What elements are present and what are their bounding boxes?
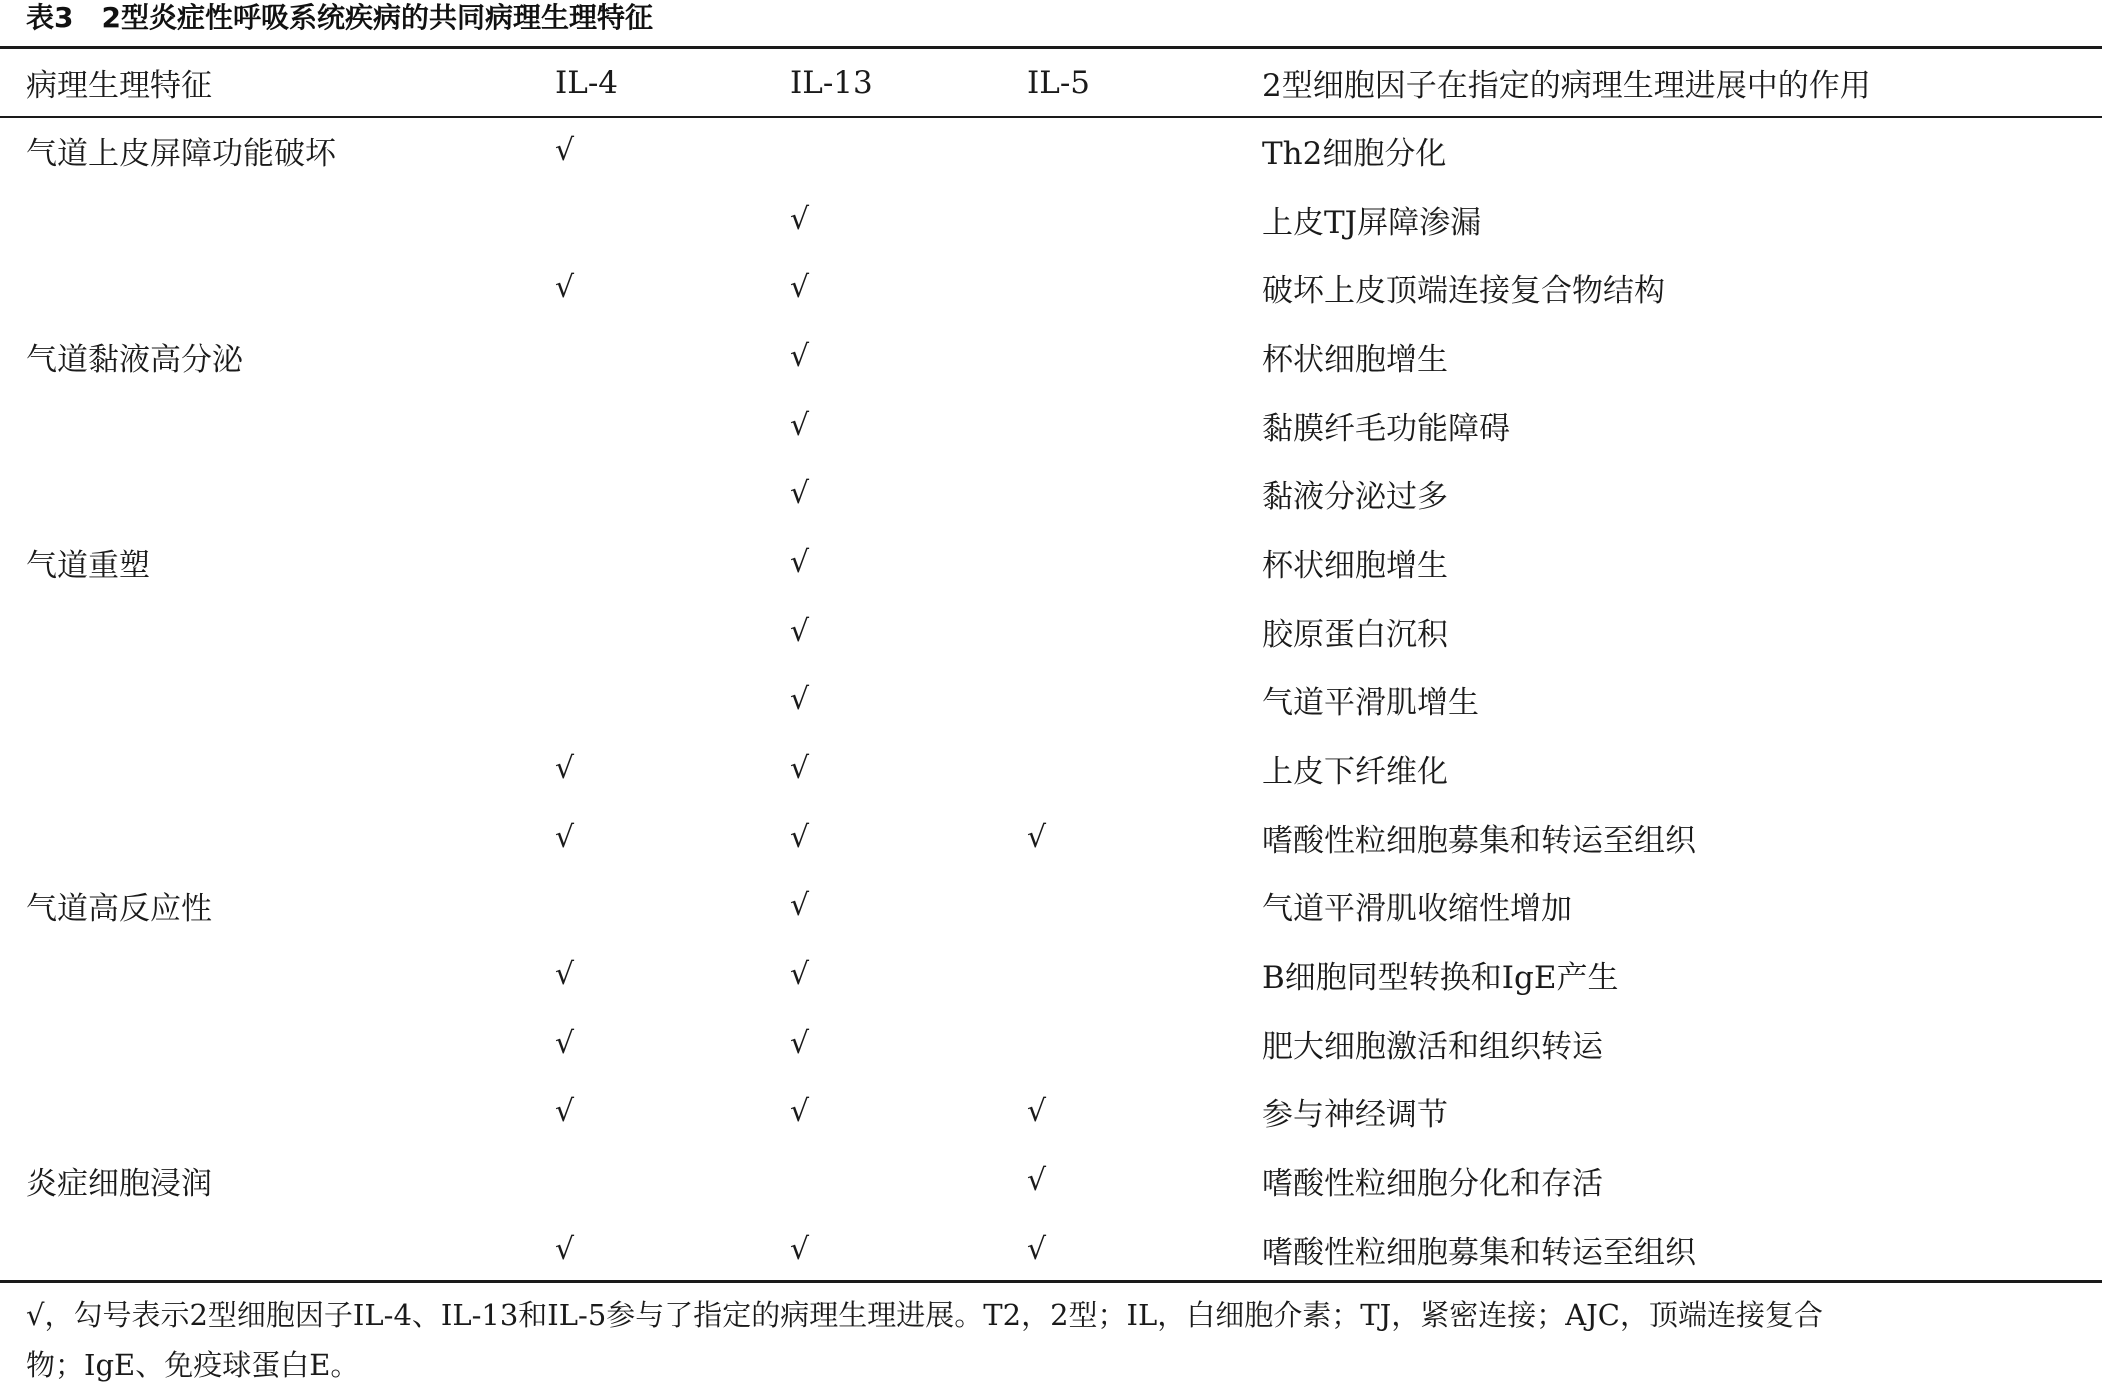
cell-il13-check: √ (790, 1094, 810, 1130)
cell-role: 黏液分泌过多 (1262, 479, 1448, 516)
table-row (0, 872, 2102, 941)
cell-role: 气道平滑肌收缩性增加 (1262, 891, 1572, 928)
cell-il5-check: √ (1027, 1094, 1047, 1130)
footnote-line-1: √，勾号表示2型细胞因子IL-4、IL-13和IL-5参与了指定的病理生理进展。T2，2型；IL，白细胞介素；TJ，紧密连接；AJC，顶端连接复合 (26, 1298, 1823, 1332)
table-row (0, 116, 2102, 185)
header-role: 2型细胞因子在指定的病理生理进展中的作用 (1262, 68, 1871, 104)
table-row (0, 940, 2102, 1009)
cell-il13-check: √ (790, 682, 810, 718)
cell-feature: 气道上皮屏障功能破坏 (26, 135, 336, 172)
cell-il5-check: √ (1027, 1231, 1047, 1267)
pathophysiology-table (0, 49, 2102, 1284)
cell-il4-check: √ (555, 1094, 575, 1130)
table-body (0, 116, 2102, 1284)
cell-role: 嗜酸性粒细胞分化和存活 (1262, 1166, 1603, 1203)
table-row (0, 1009, 2102, 1078)
table-title: 2型炎症性呼吸系统疾病的共同病理生理特征 (101, 1, 653, 34)
header-feature: 病理生理特征 (26, 68, 212, 104)
table-row (0, 391, 2102, 460)
cell-il5-check: √ (1027, 819, 1047, 855)
table-row (0, 734, 2102, 803)
cell-il4-check: √ (555, 1231, 575, 1267)
cell-feature: 气道高反应性 (26, 891, 212, 928)
cell-role: 黏膜纤毛功能障碍 (1262, 410, 1510, 447)
cell-feature: 气道黏液高分泌 (26, 341, 243, 378)
cell-feature: 炎症细胞浸润 (26, 1166, 212, 1203)
cell-il13-check: √ (790, 819, 810, 855)
header-il13: IL-13 (790, 64, 873, 101)
table-row (0, 459, 2102, 528)
cell-role: 上皮TJ屏障渗漏 (1262, 204, 1482, 241)
cell-il13-check: √ (790, 613, 810, 649)
cell-il4-check: √ (555, 957, 575, 993)
table-row (0, 666, 2102, 735)
cell-il13-check: √ (790, 270, 810, 306)
cell-role: 杯状细胞增生 (1262, 547, 1448, 584)
cell-il13-check: √ (790, 1025, 810, 1061)
table-row (0, 322, 2102, 391)
table-row (0, 803, 2102, 872)
cell-role: 嗜酸性粒细胞募集和转运至组织 (1262, 1234, 1696, 1271)
cell-feature: 气道重塑 (26, 547, 150, 584)
cell-il13-check: √ (790, 1231, 810, 1267)
table-number: 表3 (26, 1, 74, 34)
cell-role: 上皮下纤维化 (1262, 754, 1448, 791)
table-row (0, 597, 2102, 666)
cell-role: 杯状细胞增生 (1262, 341, 1448, 378)
cell-il13-check: √ (790, 957, 810, 993)
cell-il13-check: √ (790, 338, 810, 374)
table-row (0, 528, 2102, 597)
cell-role: 破坏上皮顶端连接复合物结构 (1262, 273, 1665, 310)
cell-il4-check: √ (555, 751, 575, 787)
cell-il4-check: √ (555, 1025, 575, 1061)
table-header-row (0, 49, 2102, 116)
cell-il4-check: √ (555, 270, 575, 306)
cell-il13-check: √ (790, 476, 810, 512)
cell-il13-check: √ (790, 201, 810, 237)
cell-il5-check: √ (1027, 1163, 1047, 1199)
table-caption (26, 0, 653, 36)
cell-role: 嗜酸性粒细胞募集和转运至组织 (1262, 822, 1696, 859)
cell-il13-check: √ (790, 407, 810, 443)
cell-il13-check: √ (790, 888, 810, 924)
cell-role: B细胞同型转换和IgE产生 (1262, 960, 1619, 997)
cell-il4-check: √ (555, 132, 575, 168)
table-row (0, 185, 2102, 254)
table-row (0, 1078, 2102, 1147)
table-row (0, 253, 2102, 322)
cell-il13-check: √ (790, 751, 810, 787)
header-il5: IL-5 (1027, 64, 1091, 101)
footnote-line-2: 物；IgE、免疫球蛋白E。 (26, 1348, 360, 1382)
cell-role: 参与神经调节 (1262, 1097, 1448, 1134)
cell-il13-check: √ (790, 544, 810, 580)
table-row (0, 1146, 2102, 1215)
cell-role: 胶原蛋白沉积 (1262, 616, 1448, 653)
cell-role: 气道平滑肌增生 (1262, 685, 1479, 722)
cell-role: 肥大细胞激活和组织转运 (1262, 1028, 1603, 1065)
table-row (0, 1215, 2102, 1284)
cell-role: Th2细胞分化 (1262, 135, 1447, 172)
header-il4: IL-4 (555, 64, 619, 101)
table-footnote (26, 1290, 2086, 1390)
cell-il4-check: √ (555, 819, 575, 855)
